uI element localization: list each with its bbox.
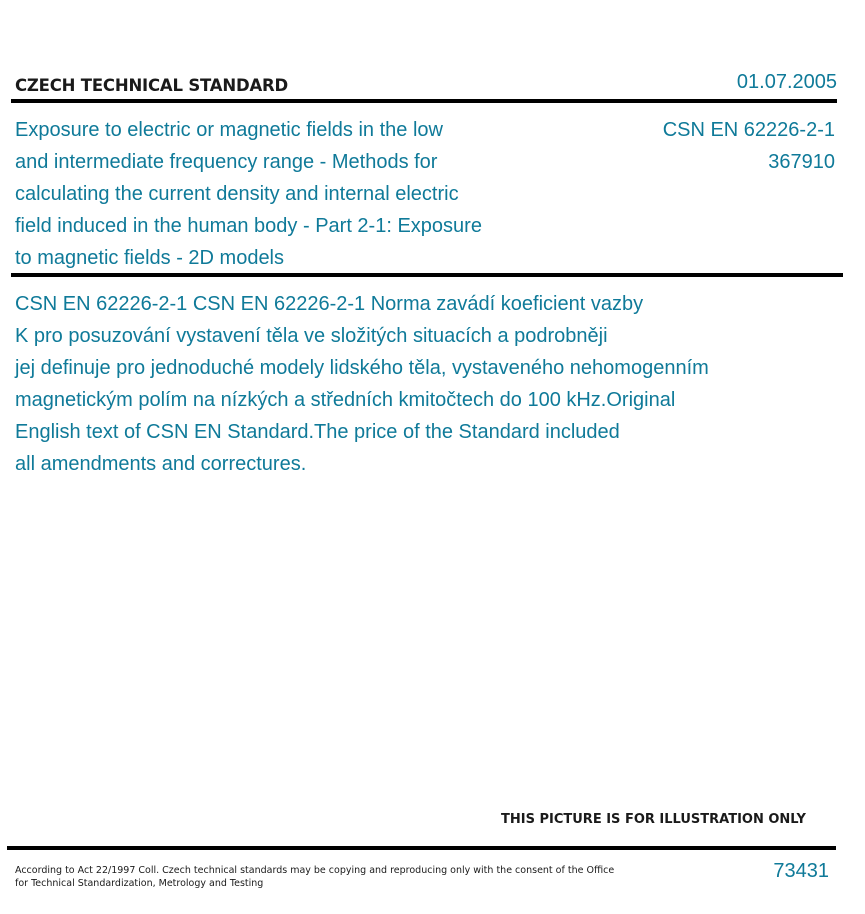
standard-type-label: CZECH TECHNICAL STANDARD: [15, 76, 289, 95]
title-line: calculating the current density and internal electric: [15, 183, 459, 205]
publication-date: 01.07.2005: [736, 71, 837, 93]
title-divider: [11, 273, 843, 277]
standard-description: [15, 288, 815, 480]
title-line: Exposure to electric or magnetic fields in the low: [15, 119, 443, 141]
title-line: and intermediate frequency range - Methods for: [15, 151, 438, 173]
title-line: field induced in the human body - Part 2-1: Exposure: [15, 215, 482, 237]
illustration-disclaimer: THIS PICTURE IS FOR ILLUSTRATION ONLY: [501, 812, 806, 827]
document-number: 73431: [773, 860, 829, 882]
legal-notice: According to Act 22/1997 Coll. Czech technical standards may be copying and reproducing only with the consent of the Office for Technical Standardization, Metrology and Testing: [15, 865, 615, 889]
header-divider: [11, 99, 837, 103]
standard-codes: [663, 114, 835, 178]
class-number: 367910: [768, 151, 835, 173]
standard-code: CSN EN 62226-2-1: [662, 119, 835, 141]
title-line: to magnetic fields - 2D models: [15, 247, 285, 269]
description-text: CSN EN 62226-2-1 CSN EN 62226-2-1 Norma zavádí koeficient vazby K pro posuzování vystavení těla ve složitých situacích a podrobněji jej definuje pro jednoduché modely lidského těla, vystaveného nehomogenním magnetickým polím na nízkých a středních kmitočtech do 100 kHz.Original English text of CSN EN Standard.The price of the Standard included all amendments and correctures.: [15, 293, 709, 475]
footer-divider: [7, 846, 836, 850]
standard-title: [15, 114, 525, 274]
